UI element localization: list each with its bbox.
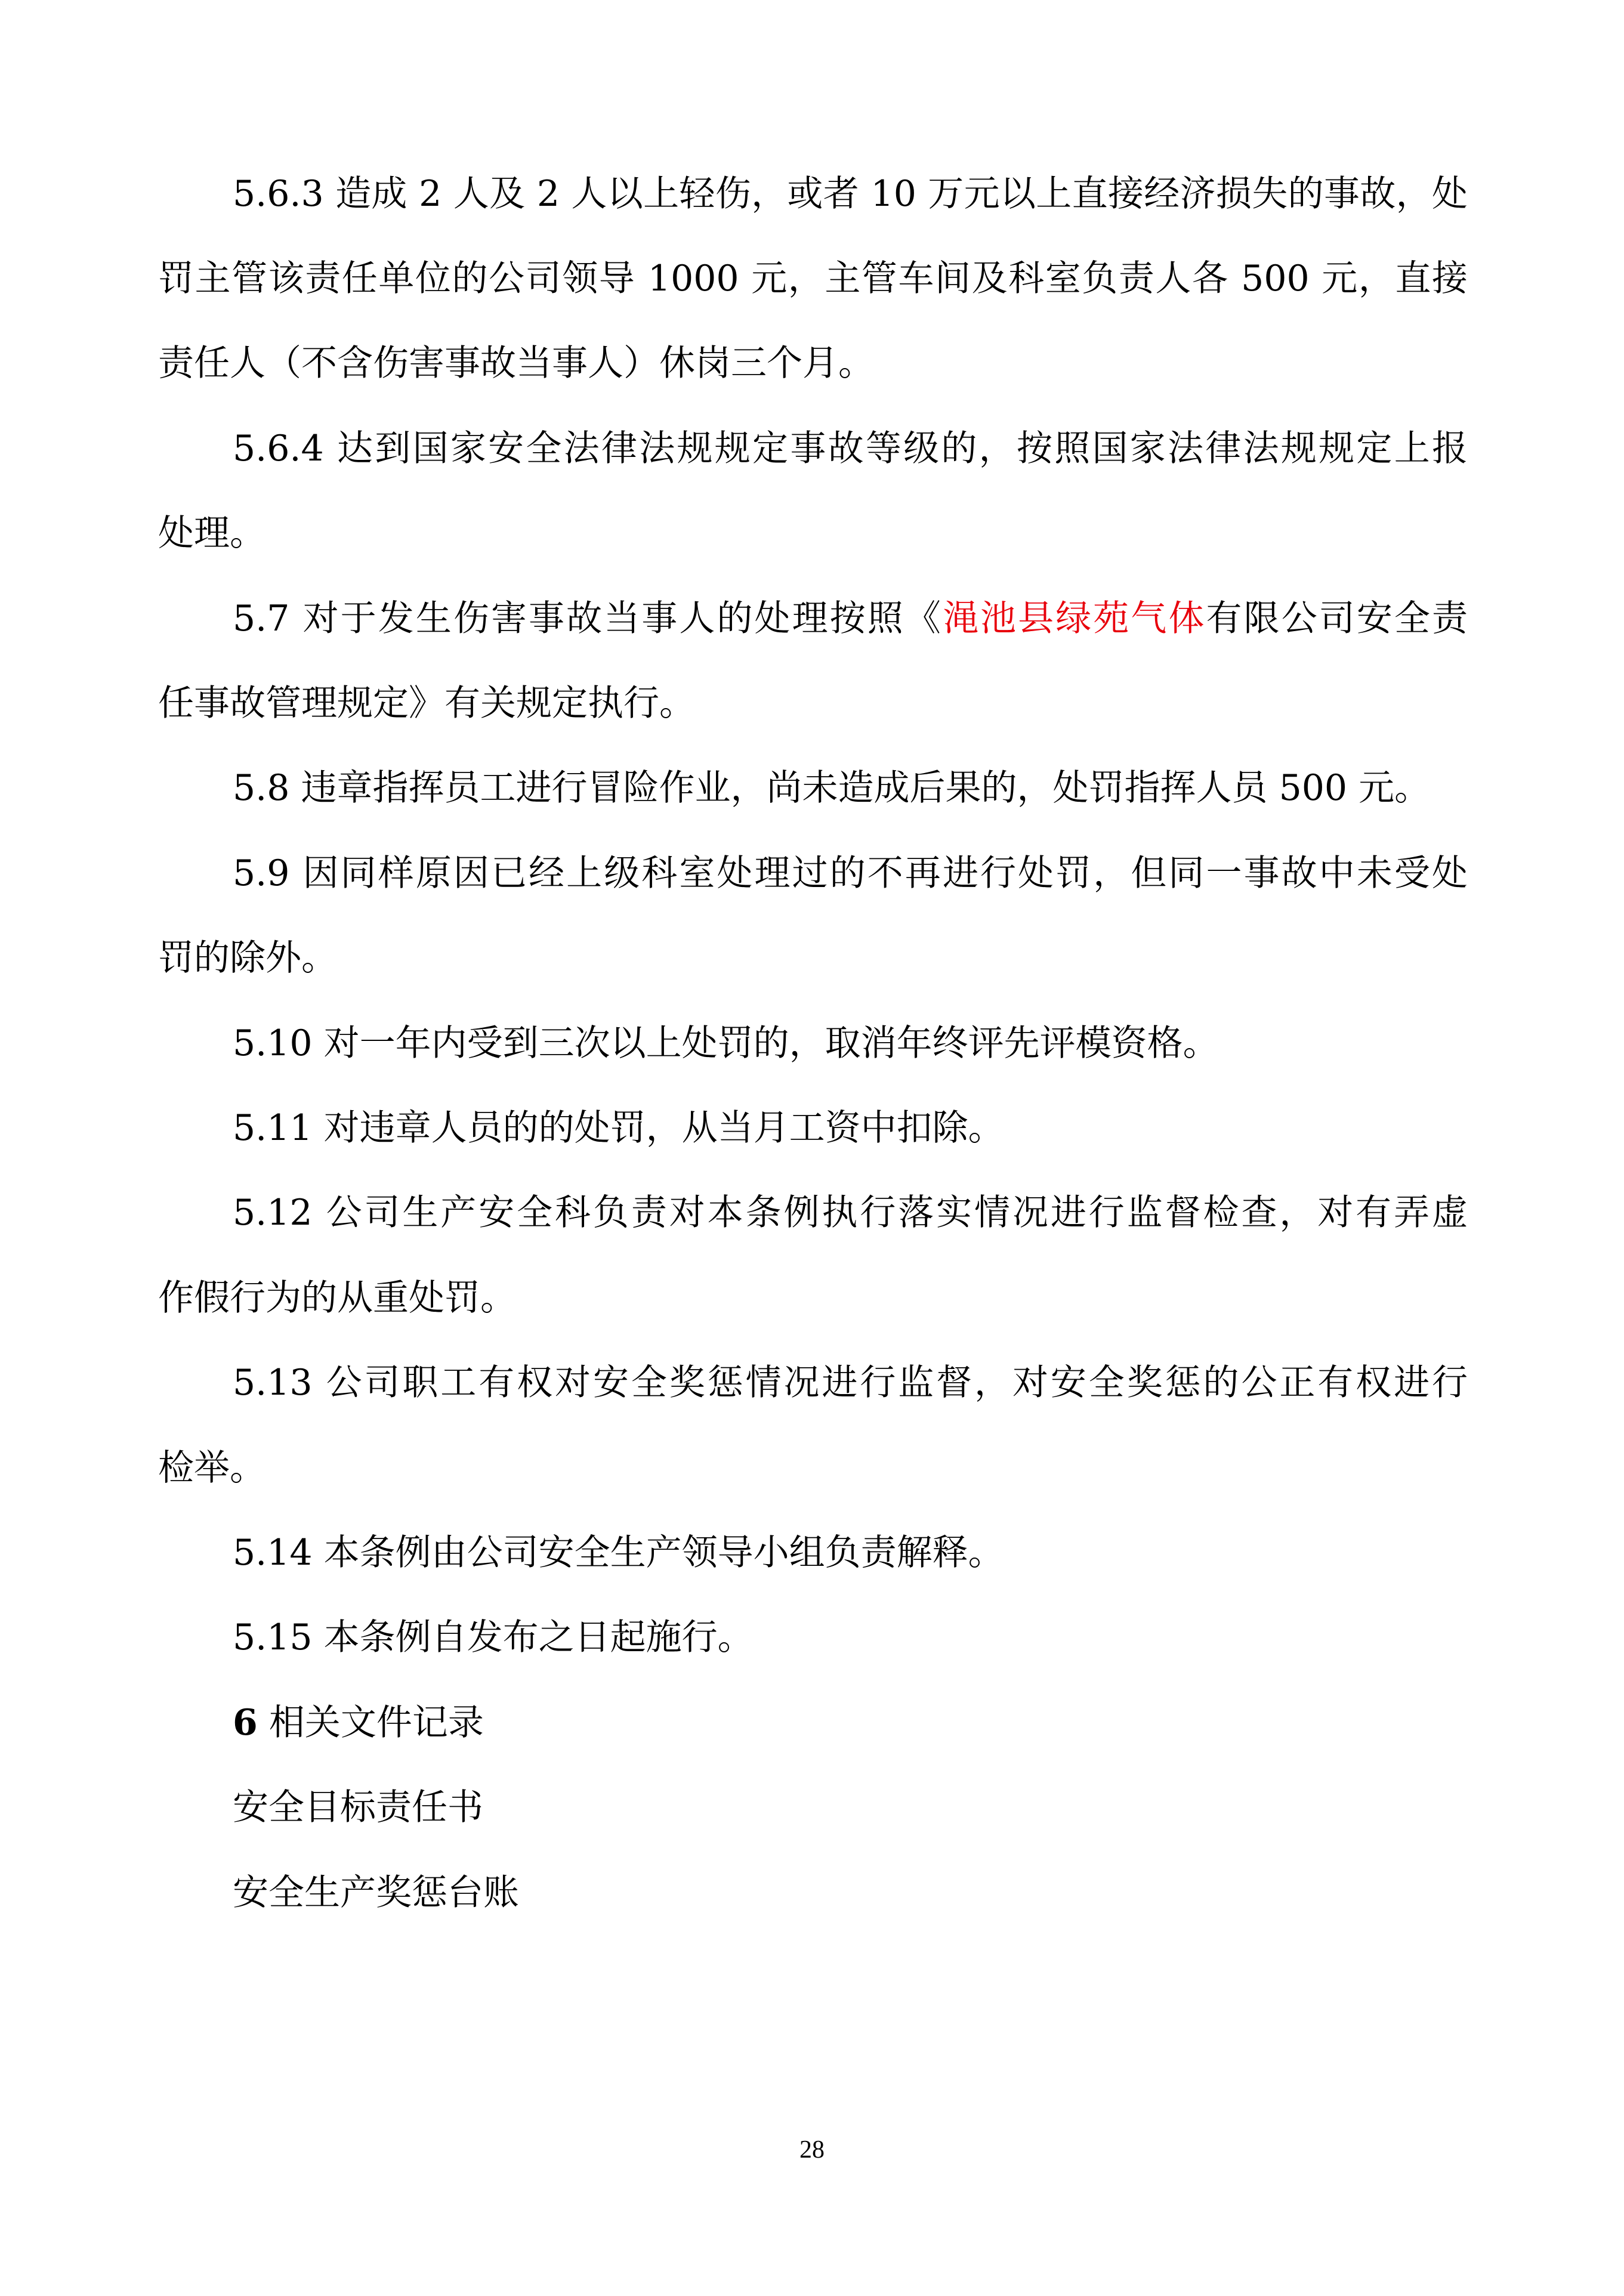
paragraph-5-10: 5.10 对一年内受到三次以上处罚的，取消年终评先评模资格。 <box>233 1022 1219 1064</box>
related-record-item: 安全目标责任书 <box>233 1787 483 1828</box>
paragraph-5-6-3-line-3: 责任人（不含伤害事故当事人）休岗三个月。 <box>158 342 874 384</box>
paragraph-5-7-line-1 <box>233 595 1468 679</box>
paragraph-5-15: 5.15 本条例自发布之日起施行。 <box>233 1617 754 1658</box>
paragraph-5-7-text-before: 5.7 对于发生伤害事故当事人的处理按照《 <box>233 598 943 639</box>
paragraph-5-14: 5.14 本条例由公司安全生产领导小组负责解释。 <box>233 1532 1004 1574</box>
section-6-heading <box>233 1699 1468 1784</box>
related-record-item: 安全生产奖惩台账 <box>233 1872 519 1914</box>
paragraph-5-13-line-2: 检举。 <box>158 1447 265 1489</box>
paragraph-5-9-line-1: 5.9 因同样原因已经上级科室处理过的不再进行处罚，但同一事故中未受处 <box>233 852 1468 894</box>
paragraph-5-7-text-after: 有限公司安全责 <box>1206 598 1468 639</box>
paragraph-5-6-3-line-2: 罚主管该责任单位的公司领导 1000 元，主管车间及科室负责人各 500 元，直接 <box>158 258 1468 299</box>
section-6-title: 相关文件记录 <box>257 1702 484 1744</box>
paragraph-5-13-line-1: 5.13 公司职工有权对安全奖惩情况进行监督，对安全奖惩的公正有权进行 <box>233 1362 1468 1404</box>
company-name-highlight: 渑池县绿苑气体 <box>942 598 1206 639</box>
paragraph-5-8: 5.8 违章指挥员工进行冒险作业，尚未造成后果的，处罚指挥人员 500 元。 <box>233 767 1431 809</box>
paragraph-5-11: 5.11 对违章人员的的处罚，从当月工资中扣除。 <box>233 1107 1004 1149</box>
paragraph-5-6-4-line-1: 5.6.4 达到国家安全法律法规规定事故等级的，按照国家法律法规规定上报 <box>233 428 1468 469</box>
paragraph-5-6-4-line-2: 处理。 <box>158 512 265 554</box>
page-number: 28 <box>799 2136 825 2164</box>
section-6-number: 6 <box>233 1702 258 1744</box>
paragraph-5-6-3-line-1: 5.6.3 造成 2 人及 2 人以上轻伤，或者 10 万元以上直接经济损失的事故，处 <box>233 173 1468 215</box>
paragraph-5-12-line-1: 5.12 公司生产安全科负责对本条例执行落实情况进行监督检查，对有弄虚 <box>233 1192 1468 1234</box>
paragraph-5-12-line-2: 作假行为的从重处罚。 <box>158 1277 516 1319</box>
paragraph-5-9-line-2: 罚的除外。 <box>158 937 337 979</box>
paragraph-5-7-line-2: 任事故管理规定》有关规定执行。 <box>158 682 695 724</box>
